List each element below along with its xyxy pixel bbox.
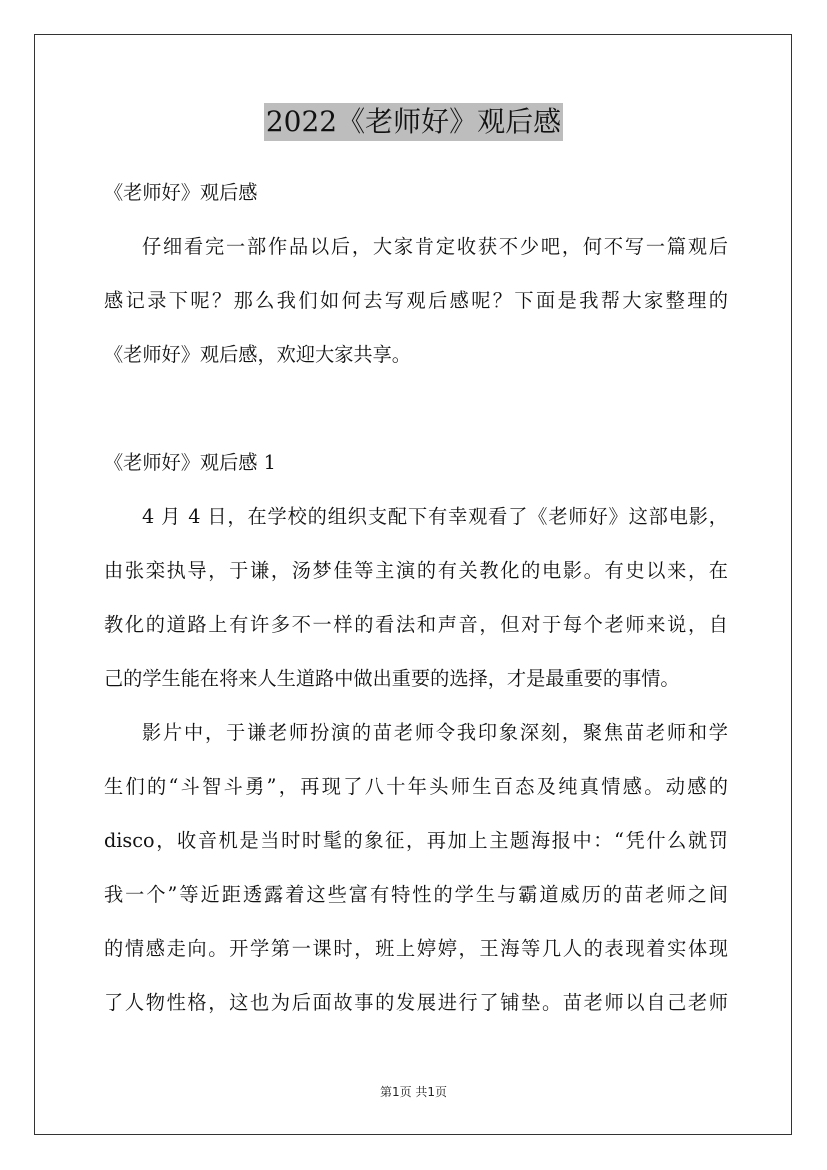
page-number-footer: 第1页 共1页 [379, 1085, 448, 1099]
section-heading: 《老师好》观后感 1 [104, 451, 276, 474]
intro-paragraph-line: 感记录下呢？那么我们如何去写观后感呢？下面是我帮大家整理的 [104, 289, 728, 312]
title-container [0, 103, 827, 141]
paragraph-line: 影片中，于谦老师扮演的苗老师令我印象深刻，聚焦苗老师和学 [142, 721, 728, 744]
paragraph-line: disco，收音机是当时时髦的象征，再加上主题海报中：“凭什么就罚 [104, 829, 728, 852]
intro-heading: 《老师好》观后感 [104, 181, 258, 204]
paragraph-line: 我一个”等近距透露着这些富有特性的学生与霸道威历的苗老师之间 [104, 883, 728, 906]
document-body [104, 176, 728, 1040]
document-title: 2022《老师好》观后感 [264, 103, 563, 141]
paragraph-line: 的情感走向。开学第一课时，班上婷婷，王海等几人的表现着实体现 [104, 937, 728, 960]
paragraph-line: 4 月 4 日，在学校的组织支配下有幸观看了《老师好》这部电影， [142, 505, 728, 528]
paragraph-line: 己的学生能在将来人生道路中做出重要的选择，才是最重要的事情。 [104, 667, 680, 690]
paragraph-line: 由张栾执导，于谦，汤梦佳等主演的有关教化的电影。有史以来，在 [104, 559, 728, 582]
intro-paragraph-line: 《老师好》观后感，欢迎大家共享。 [104, 343, 411, 366]
blank-line [104, 392, 728, 446]
intro-paragraph-line: 仔细看完一部作品以后，大家肯定收获不少吧，何不写一篇观后 [142, 235, 728, 258]
paragraph-line: 生们的“斗智斗勇”，再现了八十年头师生百态及纯真情感。动感的 [104, 775, 728, 798]
paragraph-line: 了人物性格，这也为后面故事的发展进行了铺垫。苗老师以自己老师 [104, 991, 728, 1014]
paragraph-line: 教化的道路上有许多不一样的看法和声音，但对于每个老师来说，自 [104, 613, 728, 636]
